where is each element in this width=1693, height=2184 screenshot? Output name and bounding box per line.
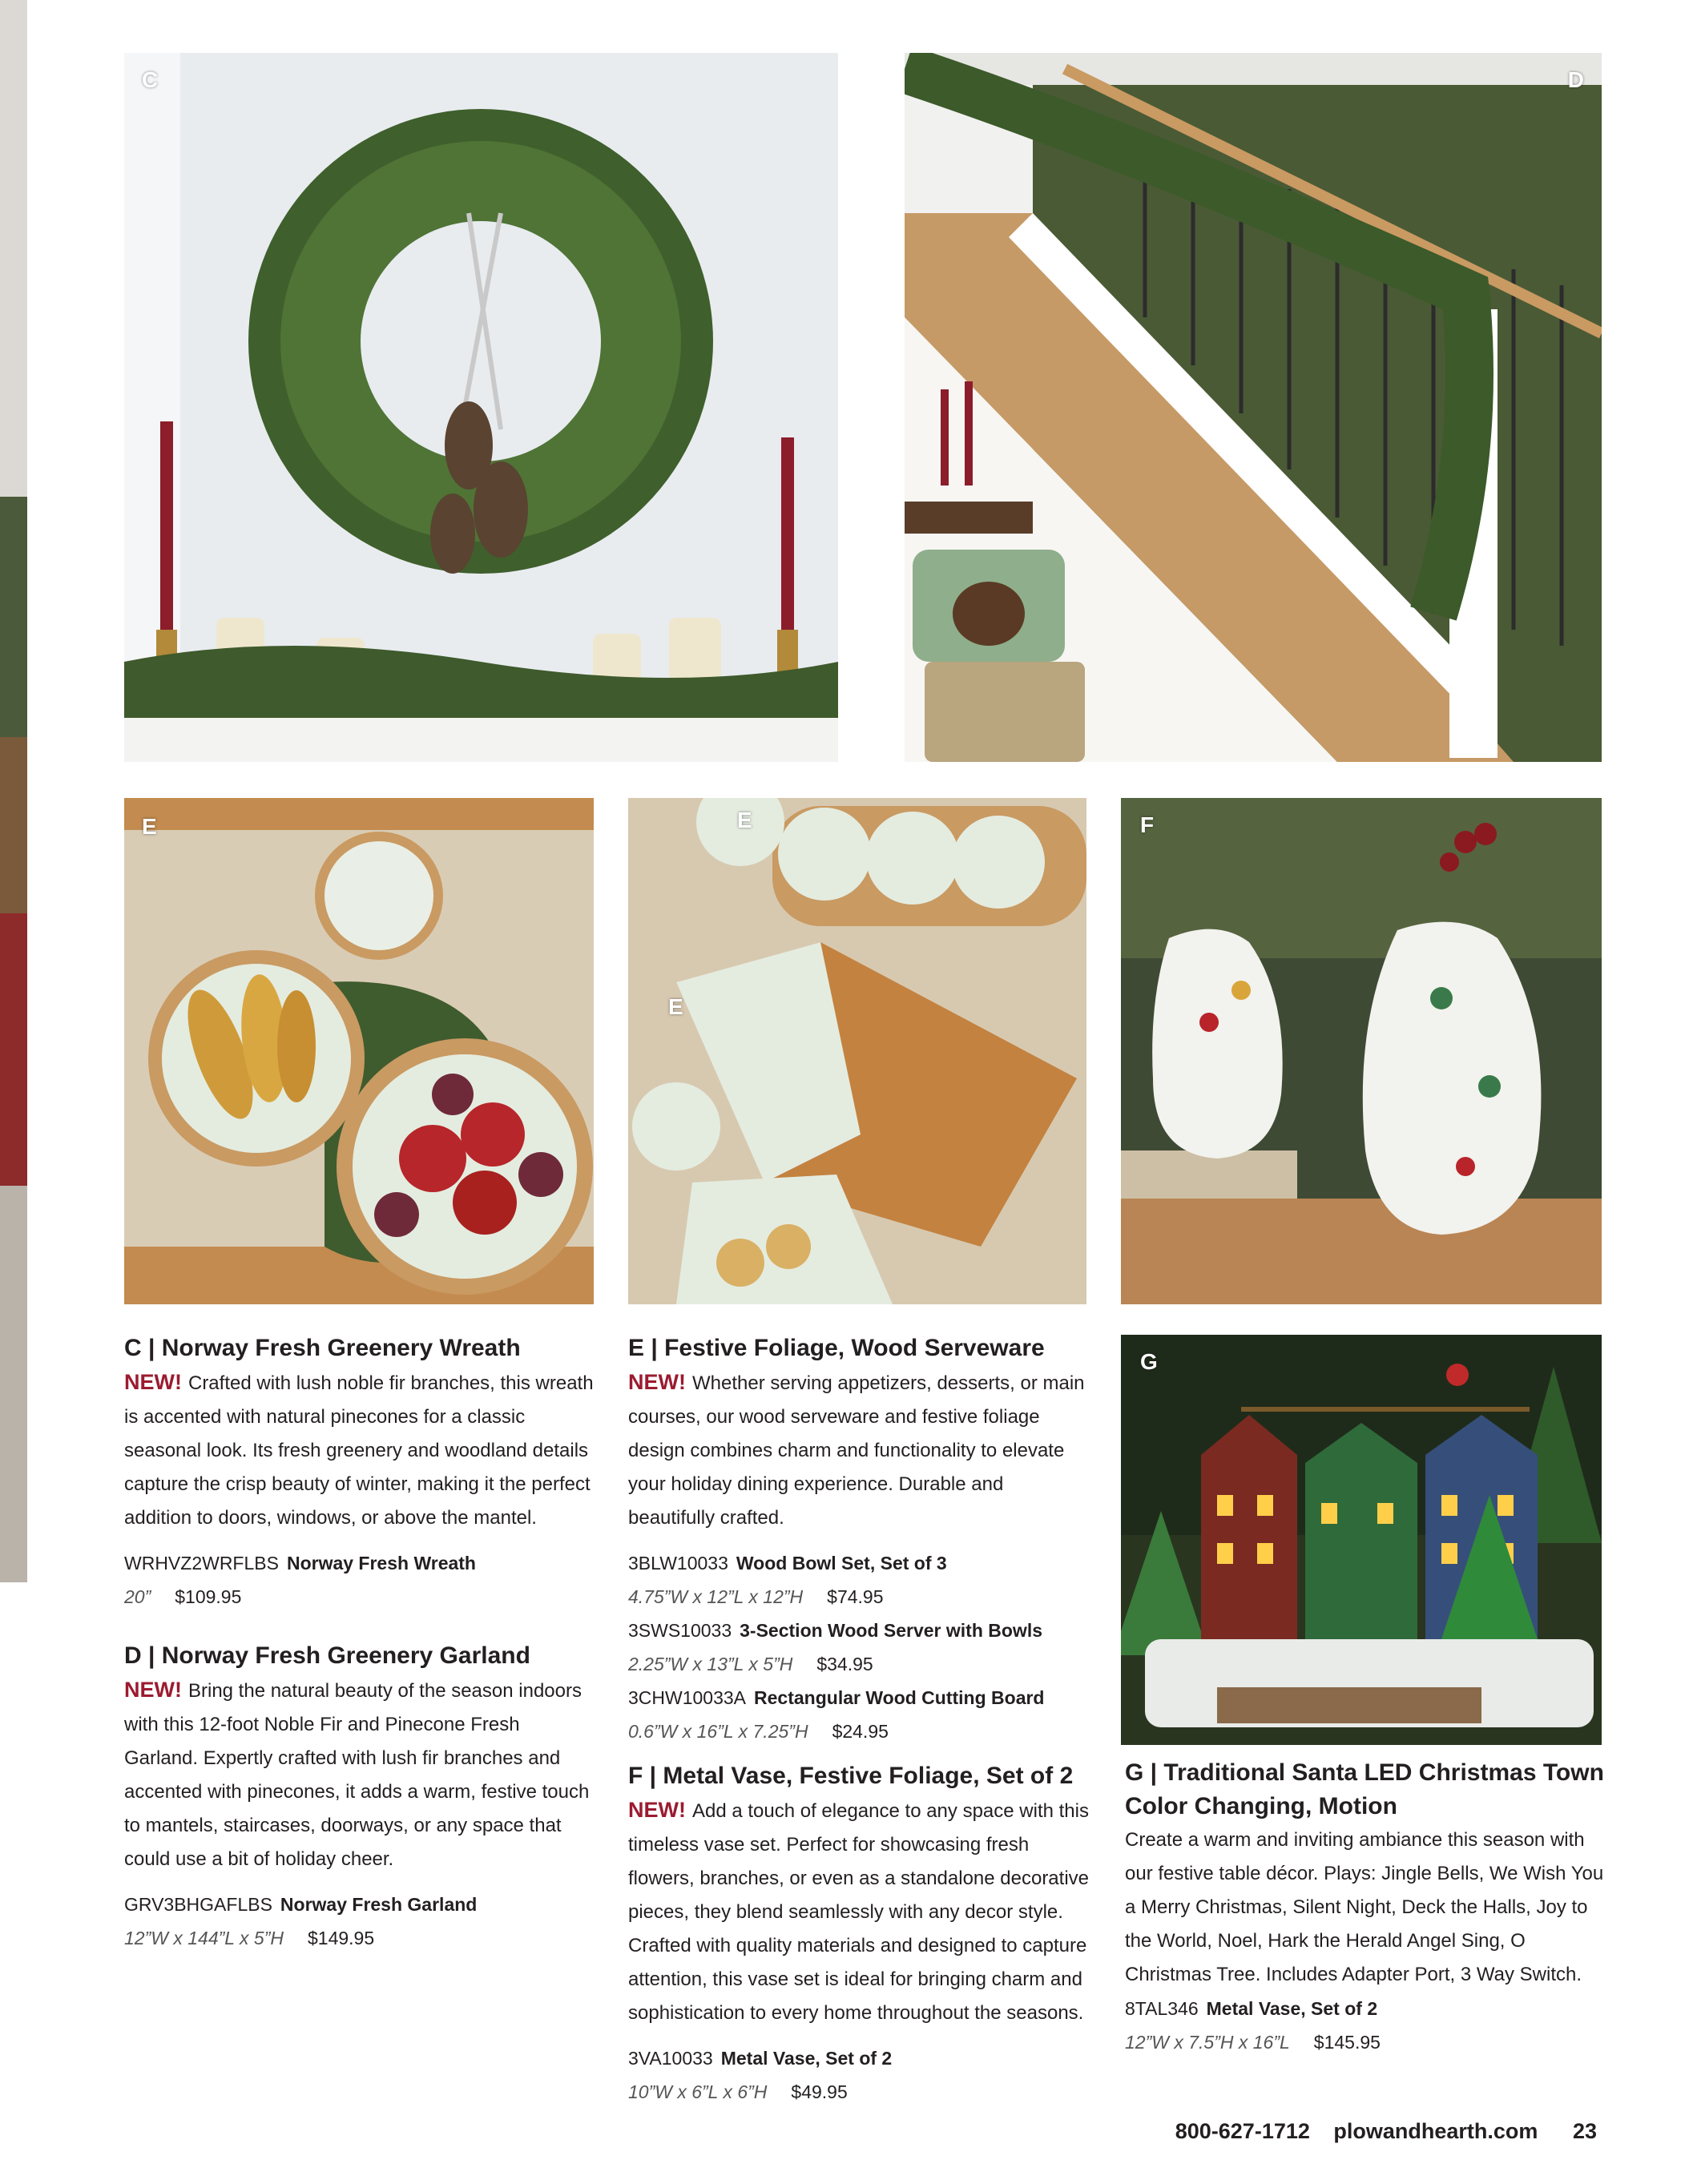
sku-dims: 12”W x 144”L x 5”H (124, 1928, 284, 1948)
photo-wood-server-board (628, 798, 1086, 1304)
sku-code: 8TAL346 (1125, 1998, 1199, 2019)
sku-line-g-0 (1125, 1992, 1614, 2025)
sku-line-e-2 (628, 1681, 1093, 1715)
sku-line-c-0 (124, 1546, 597, 1580)
new-tag-d: NEW! (124, 1678, 182, 1702)
sku-dims: 2.25”W x 13”L x 5”H (628, 1654, 793, 1674)
product-title-c: C | Norway Fresh Greenery Wreath (124, 1335, 521, 1361)
sku-code: GRV3BHGAFLBS (124, 1894, 272, 1915)
product-title-f: F | Metal Vase, Festive Foliage, Set of 2 (628, 1763, 1074, 1789)
footer-phone: 800-627-1712 (1175, 2119, 1310, 2143)
page-number: 23 (1572, 2119, 1597, 2143)
sku-line-d-0 (124, 1888, 597, 1921)
product-desc-d (124, 1673, 597, 1876)
product-desc-c (124, 1365, 597, 1535)
sku-dims: 20” (124, 1586, 151, 1607)
product-title-d: D | Norway Fresh Greenery Garland (124, 1642, 530, 1669)
photo-label-e-left: E (142, 814, 157, 839)
photo-wreath-mantel (124, 53, 838, 762)
photo-wood-bowls (124, 798, 594, 1304)
product-block-e (628, 1332, 1093, 1748)
sku-price: $74.95 (827, 1586, 884, 1607)
sku-price: $49.95 (791, 2081, 848, 2102)
photo-label-d: D (1567, 67, 1584, 92)
dim-line-c-0 (124, 1580, 597, 1614)
product-title-e: E | Festive Foliage, Wood Serveware (628, 1335, 1045, 1361)
sku-name: Rectangular Wood Cutting Board (754, 1687, 1045, 1708)
sku-name: Norway Fresh Wreath (286, 1553, 476, 1574)
dim-line-d-0 (124, 1921, 597, 1955)
photo-staircase-garland (905, 53, 1602, 762)
product-desc-e (628, 1365, 1093, 1535)
new-tag-f: NEW! (628, 1798, 686, 1822)
dim-line-f-0 (628, 2075, 1093, 2109)
product-block-g (1125, 1756, 1614, 2059)
dim-line-e-0 (628, 1580, 1093, 1614)
sku-dims: 0.6”W x 16”L x 7.25”H (628, 1721, 808, 1742)
sku-price: $24.95 (832, 1721, 889, 1742)
new-tag-c: NEW! (124, 1370, 182, 1394)
sku-price: $145.95 (1313, 2032, 1381, 2053)
dim-line-e-2 (628, 1715, 1093, 1748)
sku-dims: 4.75”W x 12”L x 12”H (628, 1586, 804, 1607)
photo-label-c: C (142, 67, 159, 92)
sku-code: 3SWS10033 (628, 1620, 732, 1641)
sku-price: $109.95 (175, 1586, 242, 1607)
photo-metal-vases (1121, 798, 1602, 1304)
dim-line-g-0 (1125, 2025, 1614, 2059)
photo-label-f: F (1140, 812, 1155, 837)
product-desc-g: Create a warm and inviting ambiance this season with our festive table décor. Plays: Jingle Bells, We Wish You a Merry Christmas, Silent Night, Deck the Halls, Joy to the World, Noel, Hark the Herald Angel Sing, O Christmas Tree. Includes Adapter Port, 3 Way Switch. (1125, 1829, 1604, 1985)
new-tag-e: NEW! (628, 1370, 686, 1394)
sku-dims: 10”W x 6”L x 6”H (628, 2081, 768, 2102)
sku-price: $149.95 (307, 1928, 375, 1948)
product-title-g: G | Traditional Santa LED Christmas Town Color Changing, Motion (1125, 1759, 1604, 1819)
sku-name: Norway Fresh Garland (280, 1894, 478, 1915)
sku-code: 3CHW10033A (628, 1687, 747, 1708)
photo-label-e-middle-top: E (737, 808, 752, 832)
product-desc-text-e: Whether serving appetizers, desserts, or main courses, our wood serveware and festive foliage design combines charm and functionality to elevate your holiday dining experience. Durable and beautifully crafted. (628, 1372, 1085, 1529)
product-desc-text-f: Add a touch of elegance to any space with this timeless vase set. Perfect for showcasing fresh flowers, branches, or even as a standalone decorative pieces, they blend seamlessly with any decor style. Crafted with quality materials and designed to capture attention, this vase set is ideal for bringing charm and sophistication to every home throughout the seasons. (628, 1800, 1090, 2024)
sku-code: WRHVZ2WRFLBS (124, 1553, 279, 1574)
product-block-c (124, 1332, 597, 1614)
product-block-f (628, 1759, 1093, 2109)
sku-name: 3-Section Wood Server with Bowls (740, 1620, 1043, 1641)
left-edge-photo-strip (0, 0, 27, 1582)
product-desc-f (628, 1793, 1093, 2030)
sku-price: $34.95 (816, 1654, 873, 1674)
sku-name: Metal Vase, Set of 2 (720, 2048, 893, 2069)
sku-code: 3VA10033 (628, 2048, 713, 2069)
sku-line-e-0 (628, 1546, 1093, 1580)
footer-website: plowandhearth.com (1333, 2119, 1538, 2143)
photo-label-g: G (1140, 1349, 1158, 1374)
sku-name: Wood Bowl Set, Set of 3 (736, 1553, 947, 1574)
sku-code: 3BLW10033 (628, 1553, 728, 1574)
sku-line-f-0 (628, 2041, 1093, 2075)
photo-christmas-town (1121, 1335, 1602, 1745)
sku-dims: 12”W x 7.5”H x 16”L (1125, 2032, 1290, 2053)
sku-line-e-1 (628, 1614, 1093, 1647)
sku-name: Metal Vase, Set of 2 (1206, 1998, 1378, 2019)
photo-label-e-middle-board: E (668, 994, 683, 1019)
page-footer (1158, 2119, 1597, 2144)
product-desc-text-d: Bring the natural beauty of the season indoors with this 12-foot Noble Fir and Pinecone Fresh Garland. Expertly crafted with lush fir branches and accented with pinecones, it adds a warm, festive touch to mantels, staircases, doorways, or any space that could use a bit of holiday cheer. (124, 1680, 590, 1870)
product-block-d (124, 1639, 597, 1955)
dim-line-e-1 (628, 1647, 1093, 1681)
product-desc-text-c: Crafted with lush noble fir branches, this wreath is accented with natural pinecones for a classic seasonal look. Its fresh greenery and woodland details capture the crisp beauty of winter, making it the perfect addition to doors, windows, or above the mantel. (124, 1372, 594, 1529)
